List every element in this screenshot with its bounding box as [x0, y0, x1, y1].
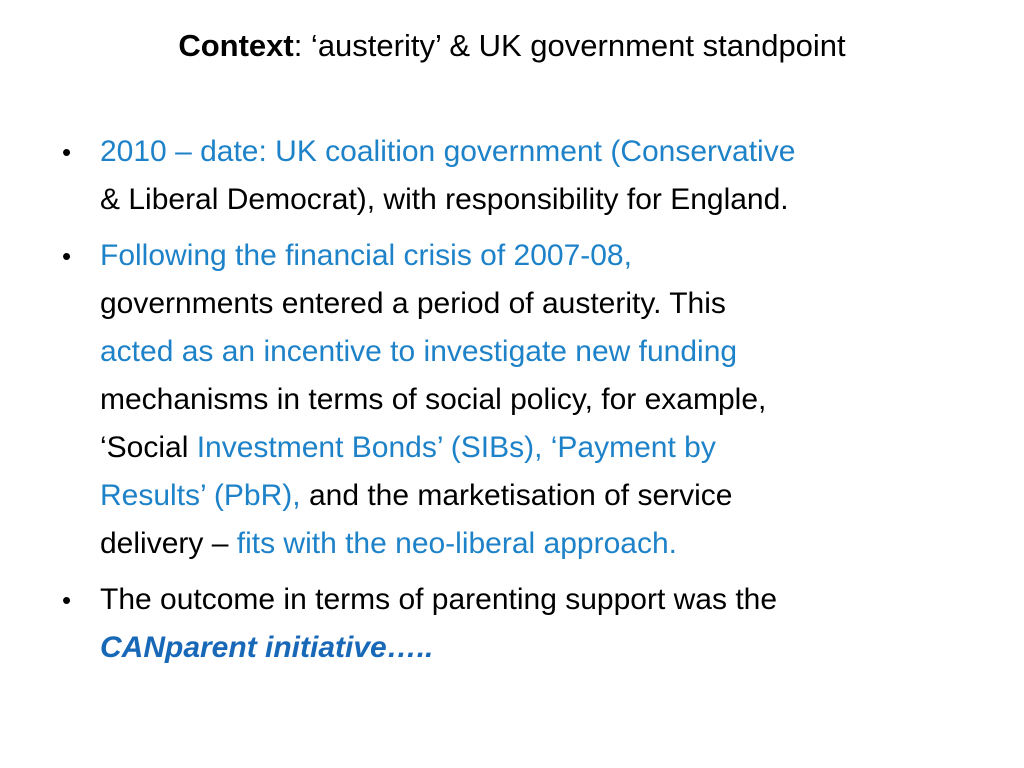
- slide-title: [0, 26, 1024, 66]
- bullet-line: [100, 232, 962, 280]
- text-segment: ‘Social: [100, 431, 197, 464]
- bullet-item: [62, 232, 962, 568]
- bullet-line: [100, 576, 962, 624]
- bullet-line: [100, 128, 962, 176]
- bullet-list: [62, 128, 962, 680]
- text-segment: governments entered a period of austerity. This: [100, 287, 726, 320]
- text-segment: Results’ (PbR),: [100, 479, 301, 512]
- text-segment: acted as an incentive to investigate new funding: [100, 335, 738, 368]
- bullet-item: [62, 576, 962, 672]
- text-segment: mechanisms in terms of social policy, for example,: [100, 383, 767, 416]
- bullet-item: [62, 128, 962, 224]
- text-segment: The outcome in terms of parenting support was the: [100, 583, 778, 616]
- title-bold: Context: [178, 28, 294, 63]
- title-rest: : ‘austerity’ & UK government standpoint: [293, 28, 846, 63]
- bullet-line: [100, 328, 962, 376]
- bullet-line: [100, 624, 962, 672]
- bullet-line: [100, 176, 962, 224]
- text-segment: Following the financial crisis of 2007-08,: [100, 239, 632, 272]
- bullet-icon: •: [62, 137, 72, 167]
- bullet-icon: •: [62, 241, 72, 271]
- bullet-line: [100, 280, 962, 328]
- bullet-line: [100, 472, 962, 520]
- bullet-icon: •: [62, 585, 72, 615]
- bullet-line: [100, 520, 962, 568]
- text-segment: Investment Bonds’ (SIBs), ‘Payment by: [196, 431, 716, 464]
- text-segment: 2010 – date: UK coalition government (Conservative: [100, 135, 796, 168]
- bullet-line: [100, 424, 962, 472]
- text-segment: fits with the neo-liberal approach.: [236, 527, 677, 560]
- text-segment: delivery –: [100, 527, 237, 560]
- canparent-initiative: CANparent initiative…..: [100, 631, 434, 664]
- text-segment: & Liberal Democrat), with responsibility for England.: [100, 183, 789, 216]
- text-segment: and the marketisation of service: [300, 479, 733, 512]
- bullet-line: [100, 376, 962, 424]
